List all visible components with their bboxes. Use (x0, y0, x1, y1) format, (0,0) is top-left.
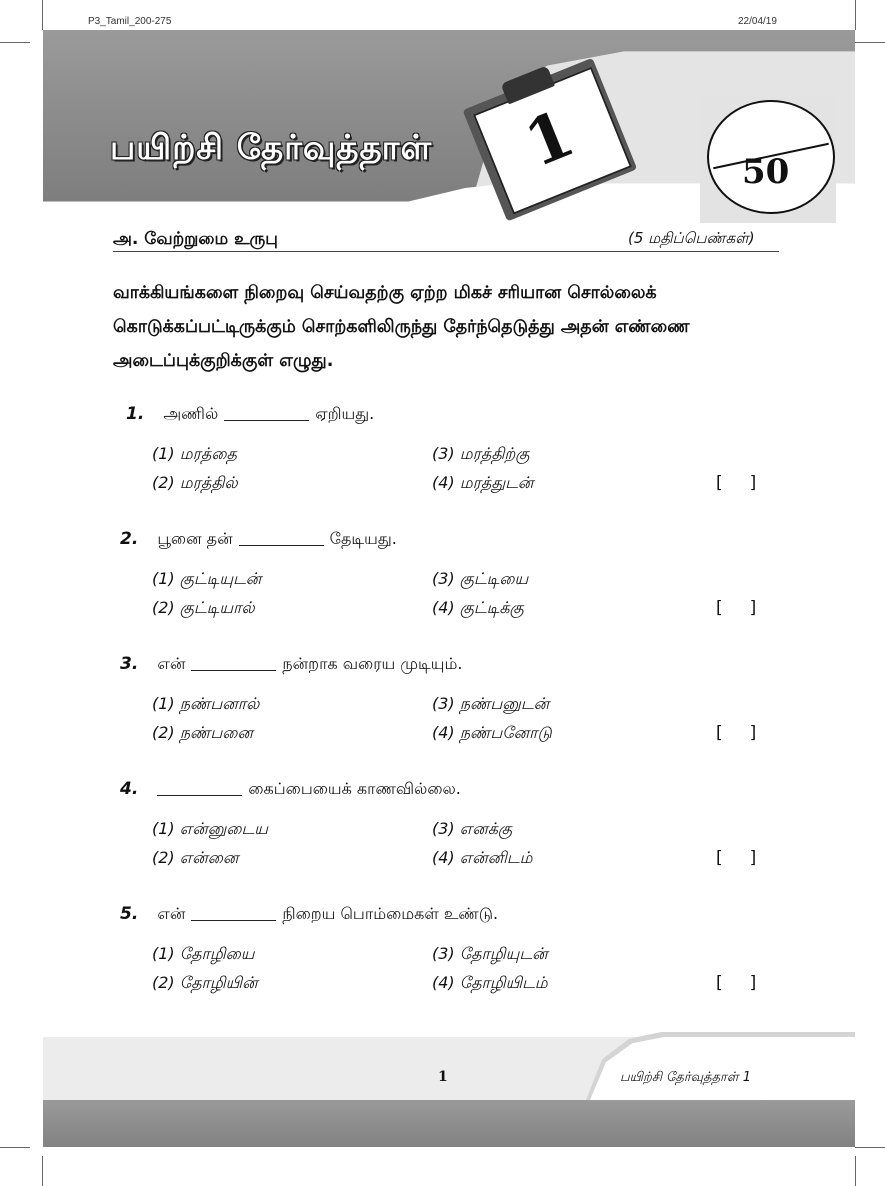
footer-label: பயிற்சி தேர்வுத்தாள் 1 (620, 1070, 751, 1085)
option-2[interactable]: (2) தோழியின் (152, 973, 258, 992)
answer-blank (157, 795, 242, 796)
option-4[interactable]: (4) குட்டிக்கு (432, 598, 524, 617)
option-2[interactable]: (2) குட்டியால் (152, 598, 255, 617)
instruction-line: வாக்கியங்களை நிறைவு செய்வதற்கு ஏற்ற மிகச் சரியான சொல்லைக் (113, 283, 657, 303)
instruction-line: அடைப்புக்குறிக்குள் எழுது. (113, 351, 334, 371)
option-3[interactable]: (3) மரத்திற்கு (432, 444, 530, 463)
crop-mark (0, 42, 30, 43)
section-title: அ. வேற்றுமை உருபு (113, 229, 278, 249)
question-4 (120, 779, 461, 800)
option-3[interactable]: (3) நண்பனுடன் (432, 694, 550, 713)
option-1[interactable]: (1) நண்பனால் (152, 694, 260, 713)
crop-mark (42, 1156, 43, 1186)
paper-number: 1 (514, 96, 585, 183)
option-4[interactable]: (4) மரத்துடன் (432, 473, 534, 492)
page-number: 1 (438, 1069, 448, 1085)
question-number: 4. (120, 779, 139, 799)
question-text-after: நன்றாக வரைய முடியும். (282, 654, 463, 673)
option-1[interactable]: (1) தோழியை (152, 944, 255, 963)
crop-mark (855, 1156, 856, 1186)
footer-bar (43, 1100, 855, 1147)
footer-tab (590, 1037, 855, 1100)
page-title: பயிற்சி தேர்வுத்தாள் (110, 128, 433, 168)
section-divider (113, 251, 779, 252)
option-4[interactable]: (4) தோழியிடம் (432, 973, 548, 992)
question-text-before: பூனை தன் (157, 529, 233, 548)
question-number: 2. (120, 529, 139, 549)
option-3[interactable]: (3) தோழியுடன் (432, 944, 548, 963)
question-text-after: நிறைய பொம்மைகள் உண்டு. (282, 904, 499, 923)
crop-mark (855, 42, 885, 43)
answer-blank (224, 420, 309, 421)
answer-bracket[interactable]: [ ] (716, 598, 757, 618)
question-1 (126, 404, 374, 425)
crop-mark (855, 0, 856, 30)
total-marks: 50 (742, 152, 790, 192)
option-3[interactable]: (3) எனக்கு (432, 819, 513, 838)
answer-bracket[interactable]: [ ] (716, 848, 757, 868)
option-1[interactable]: (1) மரத்தை (152, 444, 237, 463)
question-number: 5. (120, 904, 139, 924)
option-4[interactable]: (4) நண்பனோடு (432, 723, 552, 742)
option-1[interactable]: (1) என்னுடைய (152, 819, 268, 838)
instruction-line: கொடுக்கப்பட்டிருக்கும் சொற்களிலிருந்து தேர்ந்தெடுத்து அதன் எண்ணை (113, 317, 690, 337)
question-text-before: என் (157, 654, 186, 673)
file-label: P3_Tamil_200-275 (88, 16, 172, 27)
answer-blank (191, 670, 276, 671)
question-text-before: அணில் (163, 404, 219, 423)
crop-mark (855, 1147, 885, 1148)
crop-mark (42, 0, 43, 30)
question-text-before: என் (157, 904, 186, 923)
option-3[interactable]: (3) குட்டியை (432, 569, 529, 588)
option-1[interactable]: (1) குட்டியுடன் (152, 569, 262, 588)
question-number: 1. (126, 404, 145, 424)
option-2[interactable]: (2) என்னை (152, 848, 239, 867)
answer-blank (239, 545, 324, 546)
question-text-after: ஏறியது. (315, 404, 375, 423)
question-text-after: தேடியது. (329, 529, 397, 548)
question-2 (120, 529, 397, 550)
print-date: 22/04/19 (738, 16, 777, 27)
question-3 (120, 654, 462, 675)
answer-bracket[interactable]: [ ] (716, 723, 757, 743)
section-marks: (5 மதிப்பெண்கள்) (628, 229, 755, 247)
answer-bracket[interactable]: [ ] (716, 973, 757, 993)
option-2[interactable]: (2) மரத்தில் (152, 473, 238, 492)
question-number: 3. (120, 654, 139, 674)
option-2[interactable]: (2) நண்பனை (152, 723, 253, 742)
question-text-after: கைப்பையைக் காணவில்லை. (248, 779, 461, 798)
answer-blank (191, 920, 276, 921)
option-4[interactable]: (4) என்னிடம் (432, 848, 533, 867)
answer-bracket[interactable]: [ ] (716, 473, 757, 493)
instruction (113, 276, 783, 378)
question-5 (120, 904, 498, 925)
crop-mark (0, 1147, 30, 1148)
